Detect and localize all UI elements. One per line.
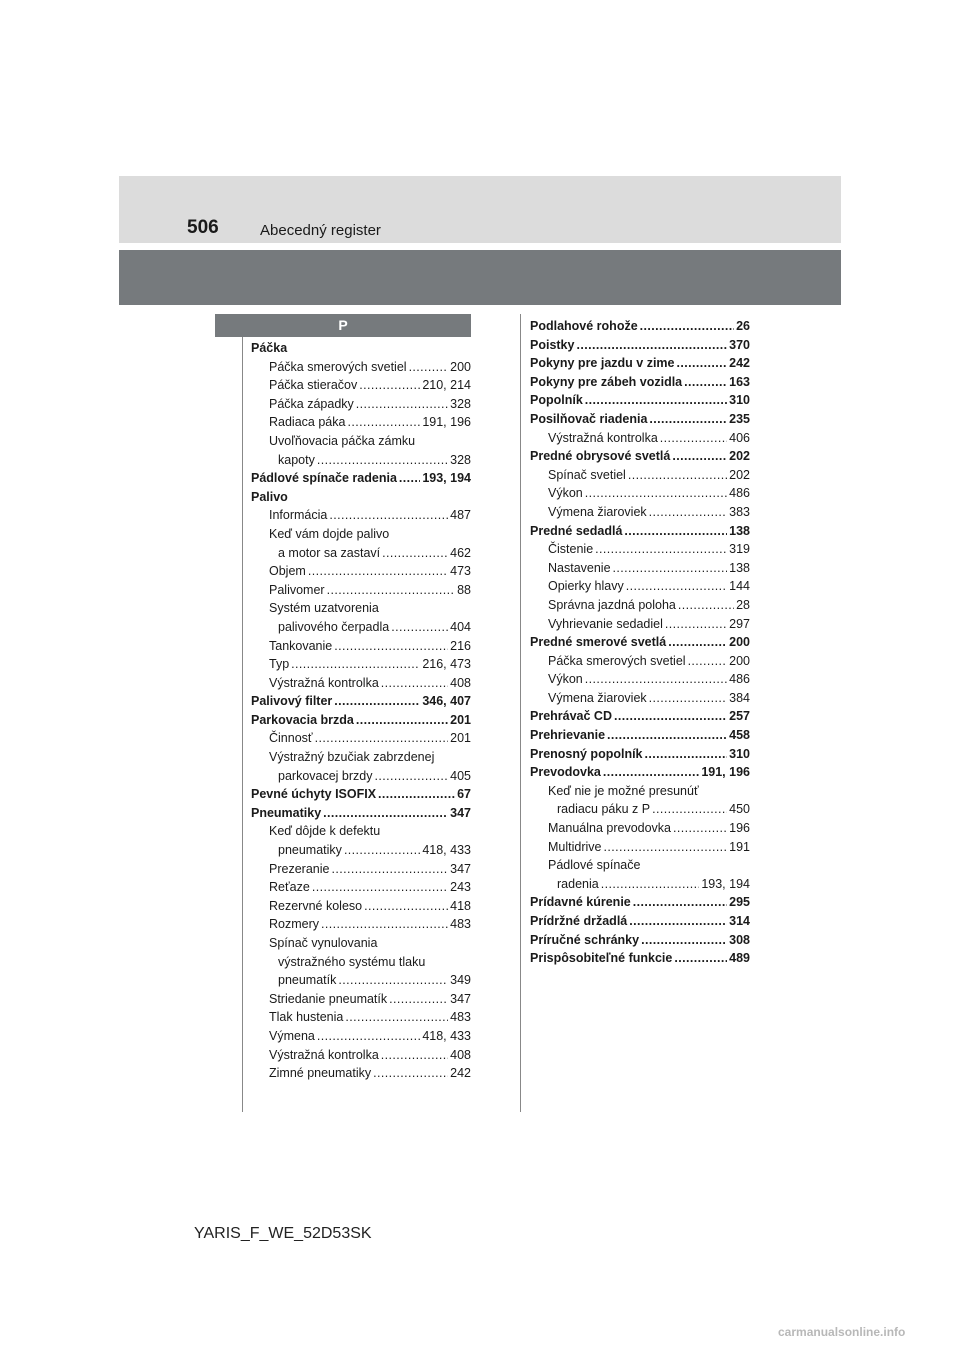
leader-dots bbox=[338, 971, 448, 990]
index-entry-page: 138 bbox=[729, 523, 750, 538]
index-entry bbox=[251, 599, 471, 618]
index-entry-label: Prevodovka bbox=[530, 765, 601, 780]
index-entry-page: 191 bbox=[729, 839, 750, 854]
index-entry-label: Poistky bbox=[530, 337, 575, 352]
leader-dots bbox=[389, 990, 448, 1009]
index-entry bbox=[530, 540, 750, 559]
index-column-left bbox=[251, 339, 471, 1083]
index-entry-label: Predné smerové svetlá bbox=[530, 635, 667, 650]
index-entry-label: Činnosť bbox=[269, 731, 313, 746]
index-entry-page: 26 bbox=[736, 319, 750, 333]
leader-dots bbox=[585, 670, 727, 689]
index-entry bbox=[530, 410, 750, 429]
index-entry-page: 347 bbox=[450, 991, 471, 1006]
leader-dots bbox=[672, 447, 727, 466]
index-entry bbox=[251, 897, 471, 916]
index-entry-page: 216, 473 bbox=[422, 657, 471, 672]
middle-column-rule bbox=[520, 314, 521, 1112]
index-entry-label: Zimné pneumatiky bbox=[269, 1066, 372, 1081]
index-entry-label: Čistenie bbox=[548, 542, 594, 557]
index-entry-page: 483 bbox=[450, 1010, 471, 1025]
leader-dots bbox=[660, 429, 727, 448]
leader-dots bbox=[629, 912, 727, 931]
index-entry-label: Radiaca páka bbox=[269, 415, 346, 430]
index-entry-page: 347 bbox=[450, 861, 471, 876]
index-entry-page: 193, 194 bbox=[701, 876, 750, 891]
index-entry-page: 473 bbox=[450, 564, 471, 579]
index-entry bbox=[251, 1008, 471, 1027]
index-entry bbox=[530, 949, 750, 968]
leader-dots bbox=[329, 506, 448, 525]
index-entry bbox=[530, 615, 750, 634]
index-entry-page: 314 bbox=[729, 914, 750, 928]
header-band bbox=[119, 176, 841, 243]
index-entry-page: 191, 196 bbox=[422, 415, 471, 430]
index-entry-label: parkovacej brzdy bbox=[278, 768, 373, 783]
index-entry-label: Prehrávač CD bbox=[530, 709, 612, 724]
index-entry bbox=[251, 748, 471, 767]
leader-dots bbox=[334, 692, 420, 711]
index-entry bbox=[530, 745, 750, 764]
index-entry-label: Multidrive bbox=[548, 839, 602, 854]
index-entry-label: Tlak hustenia bbox=[269, 1010, 344, 1025]
index-entry-label: Prídavné kúrenie bbox=[530, 895, 631, 910]
index-entry bbox=[530, 633, 750, 652]
index-entry-page: 418, 433 bbox=[422, 1028, 471, 1043]
index-entry-page: 144 bbox=[729, 579, 750, 594]
index-entry-label: a motor sa zastaví bbox=[278, 545, 381, 560]
index-entry-page: 347 bbox=[450, 805, 471, 820]
index-entry-label: kapoty bbox=[278, 452, 315, 467]
leader-dots bbox=[315, 729, 449, 748]
leader-dots bbox=[323, 804, 448, 823]
index-entry-label: výstražného systému tlaku bbox=[278, 954, 426, 969]
index-entry bbox=[251, 525, 471, 544]
leader-dots bbox=[613, 559, 728, 578]
leader-dots bbox=[373, 1064, 448, 1083]
index-entry bbox=[530, 336, 750, 355]
index-entry-label: Spínač vynulovania bbox=[269, 936, 378, 950]
index-entry bbox=[251, 655, 471, 674]
index-entry-label: Pokyny pre zábeh vozidla bbox=[530, 374, 683, 389]
index-entry bbox=[251, 841, 471, 860]
index-entry-label: Systém uzatvorenia bbox=[269, 601, 379, 616]
index-entry-label: Pneumatiky bbox=[251, 805, 322, 820]
index-entry-page: 200 bbox=[729, 653, 750, 668]
index-entry bbox=[251, 953, 471, 972]
index-entry-label: Rozmery bbox=[269, 917, 320, 932]
index-entry bbox=[530, 931, 750, 950]
index-entry bbox=[530, 447, 750, 466]
page-number: 506 bbox=[187, 217, 219, 238]
index-entry-label: Prídržné držadlá bbox=[530, 914, 628, 928]
index-entry-label: Výkon bbox=[548, 672, 583, 687]
index-entry-label: Výstražný bzučiak zabrzdenej bbox=[269, 750, 435, 765]
leader-dots bbox=[688, 652, 728, 671]
index-entry-page: 310 bbox=[729, 393, 750, 408]
leader-dots bbox=[356, 395, 448, 414]
index-entry-page: 310 bbox=[729, 746, 750, 761]
leader-dots bbox=[595, 540, 727, 559]
index-entry-page: 308 bbox=[729, 932, 750, 947]
index-entry bbox=[530, 763, 750, 782]
index-entry-label: Páčka smerových svetiel bbox=[269, 359, 407, 374]
index-entry-label: Tankovanie bbox=[269, 638, 333, 653]
index-entry-label: Manuálna prevodovka bbox=[548, 821, 671, 836]
index-entry-label: Uvoľňovacia páčka zámku bbox=[269, 433, 416, 448]
index-entry-label: radiacu páku z P bbox=[557, 802, 651, 817]
index-entry-label: Pádlové spínače radenia bbox=[251, 471, 397, 486]
page-title: Abecedný register bbox=[260, 222, 381, 239]
index-entry bbox=[530, 707, 750, 726]
leader-dots bbox=[601, 875, 700, 894]
index-entry bbox=[530, 373, 750, 392]
index-entry-label: Posilňovač riadenia bbox=[530, 411, 648, 426]
index-entry-page: 28 bbox=[736, 597, 750, 612]
index-entry-label: Striedanie pneumatík bbox=[269, 991, 388, 1006]
index-entry-label: Prehrievanie bbox=[530, 728, 606, 743]
index-entry bbox=[530, 391, 750, 410]
index-entry bbox=[251, 767, 471, 786]
index-entry-page: 191, 196 bbox=[701, 765, 750, 780]
index-entry-page: 243 bbox=[450, 880, 471, 895]
index-entry bbox=[530, 856, 750, 875]
index-entry-page: 483 bbox=[450, 917, 471, 932]
index-entry-page: 67 bbox=[457, 787, 471, 802]
leader-dots bbox=[576, 336, 727, 355]
index-entry-label: Páčka bbox=[251, 341, 288, 355]
index-entry-label: Keď vám dojde palivo bbox=[269, 526, 390, 541]
index-entry-label: Reťaze bbox=[269, 880, 310, 895]
index-entry bbox=[530, 782, 750, 801]
index-entry-page: 295 bbox=[729, 895, 750, 910]
leader-dots bbox=[614, 707, 727, 726]
index-entry-page: 462 bbox=[450, 545, 471, 560]
index-entry-label: Výstražná kontrolka bbox=[269, 675, 379, 690]
index-entry bbox=[251, 358, 471, 377]
index-entry bbox=[251, 915, 471, 934]
leader-dots bbox=[321, 915, 448, 934]
index-entry-page: 408 bbox=[450, 1047, 471, 1062]
index-entry-page: 405 bbox=[450, 768, 471, 783]
index-entry bbox=[530, 912, 750, 931]
index-entry-label: Rezervné koleso bbox=[269, 898, 363, 913]
leader-dots bbox=[334, 637, 448, 656]
index-entry bbox=[530, 317, 750, 336]
index-entry-label: radenia bbox=[557, 876, 599, 891]
index-entry-page: 216 bbox=[450, 638, 471, 653]
index-entry bbox=[251, 860, 471, 879]
index-entry-label: Výmena žiaroviek bbox=[548, 690, 647, 705]
leader-dots bbox=[603, 763, 699, 782]
index-entry bbox=[251, 804, 471, 823]
index-entry-page: 486 bbox=[729, 672, 750, 687]
index-entry bbox=[251, 1064, 471, 1083]
leader-dots bbox=[291, 655, 420, 674]
index-entry bbox=[251, 934, 471, 953]
index-entry-label: Páčka západky bbox=[269, 396, 354, 411]
index-entry bbox=[530, 670, 750, 689]
index-entry-page: 458 bbox=[729, 728, 750, 743]
index-entry-label: Výstražná kontrolka bbox=[269, 1047, 379, 1062]
index-entry-label: Prispôsobiteľné funkcie bbox=[530, 951, 673, 966]
index-entry-label: Objem bbox=[269, 564, 306, 579]
index-entry-label: Podlahové rohože bbox=[530, 319, 638, 333]
index-entry-page: 202 bbox=[729, 449, 750, 464]
leader-dots bbox=[359, 376, 420, 395]
index-entry-label: Pádlové spínače bbox=[548, 858, 641, 873]
index-entry-label: Nastavenie bbox=[548, 560, 611, 575]
index-entry-label: Predné obrysové svetlá bbox=[530, 449, 671, 464]
header-dark-band bbox=[119, 250, 841, 305]
index-entry-label: Palivomer bbox=[269, 582, 325, 597]
left-column-rule bbox=[242, 337, 243, 1112]
leader-dots bbox=[409, 358, 449, 377]
index-entry-label: Výmena žiaroviek bbox=[548, 504, 647, 519]
leader-dots bbox=[652, 800, 727, 819]
leader-dots bbox=[640, 317, 734, 336]
index-entry bbox=[251, 692, 471, 711]
index-entry-page: 487 bbox=[450, 508, 471, 523]
index-entry-page: 404 bbox=[450, 619, 471, 634]
index-entry-page: 196 bbox=[729, 821, 750, 836]
index-entry-label: Výmena bbox=[269, 1028, 315, 1043]
index-entry-label: pneumatík bbox=[278, 973, 337, 988]
leader-dots bbox=[649, 410, 727, 429]
leader-dots bbox=[344, 841, 420, 860]
leader-dots bbox=[364, 897, 448, 916]
index-entry bbox=[530, 577, 750, 596]
index-entry-label: Páčka smerových svetiel bbox=[548, 653, 686, 668]
index-entry-page: 210, 214 bbox=[422, 378, 471, 393]
index-entry bbox=[251, 618, 471, 637]
leader-dots bbox=[378, 785, 455, 804]
index-entry-label: Pokyny pre jazdu v zime bbox=[530, 356, 675, 371]
index-entry bbox=[251, 506, 471, 525]
index-entry-label: Výstražná kontrolka bbox=[548, 430, 658, 445]
index-entry bbox=[251, 432, 471, 451]
index-entry-page: 408 bbox=[450, 675, 471, 690]
index-entry-page: 201 bbox=[450, 712, 471, 727]
index-entry-label: Výkon bbox=[548, 486, 583, 501]
index-entry bbox=[251, 339, 471, 358]
index-entry bbox=[251, 971, 471, 990]
index-entry bbox=[251, 990, 471, 1009]
index-entry bbox=[251, 413, 471, 432]
index-entry-label: Príručné schránky bbox=[530, 932, 640, 947]
index-entry-label: Opierky hlavy bbox=[548, 579, 624, 594]
index-column-right bbox=[530, 317, 750, 968]
index-entry bbox=[251, 376, 471, 395]
index-entry-page: 200 bbox=[729, 635, 750, 650]
index-entry-label: Správna jazdná poloha bbox=[548, 597, 676, 612]
index-entry-page: 346, 407 bbox=[422, 694, 471, 709]
index-entry bbox=[251, 1046, 471, 1065]
leader-dots bbox=[327, 581, 456, 600]
leader-dots bbox=[585, 484, 727, 503]
index-entry-label: palivového čerpadla bbox=[278, 619, 390, 634]
index-entry-page: 138 bbox=[729, 560, 750, 575]
index-entry-label: Parkovacia brzda bbox=[251, 712, 354, 727]
leader-dots bbox=[628, 466, 727, 485]
index-entry-label: Typ bbox=[269, 657, 290, 672]
index-entry-page: 383 bbox=[729, 504, 750, 519]
index-entry-label: Prezeranie bbox=[269, 861, 330, 876]
index-entry bbox=[251, 544, 471, 563]
index-entry-page: 349 bbox=[450, 973, 471, 988]
leader-dots bbox=[331, 860, 448, 879]
index-entry-page: 418, 433 bbox=[422, 843, 471, 858]
index-entry-page: 418 bbox=[450, 898, 471, 913]
index-entry bbox=[530, 800, 750, 819]
index-entry bbox=[530, 726, 750, 745]
index-entry bbox=[251, 395, 471, 414]
index-entry-page: 201 bbox=[450, 731, 471, 746]
index-entry-page: 450 bbox=[729, 802, 750, 817]
document-code: YARIS_F_WE_52D53SK bbox=[194, 1225, 372, 1242]
index-entry bbox=[530, 466, 750, 485]
index-entry-label: Palivový filter bbox=[251, 694, 333, 709]
index-entry bbox=[530, 503, 750, 522]
index-entry-page: 489 bbox=[729, 951, 750, 966]
index-entry bbox=[530, 484, 750, 503]
index-entry bbox=[251, 488, 471, 507]
index-entry-page: 328 bbox=[450, 452, 471, 467]
index-entry-page: 202 bbox=[729, 467, 750, 482]
leader-dots bbox=[308, 562, 448, 581]
index-entry bbox=[530, 838, 750, 857]
leader-dots bbox=[626, 577, 727, 596]
watermark: carmanualsonline.info bbox=[778, 1325, 906, 1339]
index-entry-label: Informácia bbox=[269, 508, 328, 523]
index-entry-page: 163 bbox=[729, 374, 750, 389]
index-entry-page: 257 bbox=[729, 709, 750, 724]
index-entry-label: Popolník bbox=[530, 393, 583, 408]
index-entry-label: Pevné úchyty ISOFIX bbox=[251, 787, 377, 802]
index-entry-page: 88 bbox=[457, 582, 471, 597]
index-entry-page: 319 bbox=[729, 542, 750, 557]
index-entry-page: 486 bbox=[729, 486, 750, 501]
index-entry-page: 200 bbox=[450, 359, 471, 374]
index-entry bbox=[251, 674, 471, 693]
leader-dots bbox=[585, 391, 727, 410]
index-entry bbox=[530, 596, 750, 615]
index-entry-label: Predné sedadlá bbox=[530, 523, 623, 538]
index-entry bbox=[530, 559, 750, 578]
index-entry bbox=[251, 1027, 471, 1046]
leader-dots bbox=[317, 451, 448, 470]
index-entry bbox=[530, 429, 750, 448]
leader-dots bbox=[668, 633, 727, 652]
index-entry-page: 235 bbox=[729, 411, 750, 426]
leader-dots bbox=[641, 931, 727, 950]
index-entry bbox=[530, 893, 750, 912]
index-entry bbox=[251, 637, 471, 656]
leader-dots bbox=[317, 1027, 420, 1046]
index-entry bbox=[251, 562, 471, 581]
leader-dots bbox=[633, 893, 727, 912]
index-entry bbox=[530, 819, 750, 838]
leader-dots bbox=[356, 711, 448, 730]
index-entry bbox=[530, 689, 750, 708]
leader-dots bbox=[381, 1046, 448, 1065]
index-entry-label: Keď nie je možné presunúť bbox=[548, 783, 699, 798]
leader-dots bbox=[649, 503, 727, 522]
index-entry bbox=[251, 469, 471, 488]
index-entry bbox=[251, 711, 471, 730]
index-entry-page: 297 bbox=[729, 616, 750, 631]
index-entry-label: Palivo bbox=[251, 489, 288, 504]
leader-dots bbox=[347, 413, 420, 432]
leader-dots bbox=[645, 745, 728, 764]
leader-dots bbox=[391, 618, 448, 637]
index-entry bbox=[530, 875, 750, 894]
index-entry bbox=[251, 451, 471, 470]
leader-dots bbox=[375, 767, 449, 786]
section-letter-label: P bbox=[215, 314, 471, 337]
leader-dots bbox=[678, 596, 734, 615]
leader-dots bbox=[665, 615, 727, 634]
index-entry bbox=[251, 729, 471, 748]
leader-dots bbox=[381, 674, 448, 693]
index-entry-page: 242 bbox=[729, 356, 750, 371]
leader-dots bbox=[673, 819, 727, 838]
leader-dots bbox=[382, 544, 448, 563]
index-entry-label: Prenosný popolník bbox=[530, 746, 643, 761]
index-entry bbox=[251, 878, 471, 897]
index-entry-label: pneumatiky bbox=[278, 843, 342, 858]
index-entry-page: 370 bbox=[729, 337, 750, 352]
index-entry bbox=[530, 354, 750, 373]
leader-dots bbox=[312, 878, 448, 897]
index-entry-page: 242 bbox=[450, 1066, 471, 1081]
index-entry-page: 384 bbox=[729, 690, 750, 705]
leader-dots bbox=[649, 689, 727, 708]
leader-dots bbox=[624, 522, 727, 541]
index-entry-label: Keď dôjde k defektu bbox=[269, 824, 381, 839]
index-entry bbox=[251, 581, 471, 600]
index-entry-page: 406 bbox=[729, 430, 750, 445]
index-entry bbox=[251, 785, 471, 804]
index-entry bbox=[530, 652, 750, 671]
index-entry bbox=[530, 522, 750, 541]
leader-dots bbox=[684, 373, 727, 392]
leader-dots bbox=[674, 949, 727, 968]
index-entry-label: Vyhrievanie sedadiel bbox=[548, 616, 663, 631]
index-entry-label: Spínač svetiel bbox=[548, 467, 626, 482]
index-entry-label: Páčka stieračov bbox=[269, 378, 358, 393]
leader-dots bbox=[399, 469, 420, 488]
leader-dots bbox=[607, 726, 727, 745]
leader-dots bbox=[345, 1008, 448, 1027]
leader-dots bbox=[677, 354, 728, 373]
leader-dots bbox=[604, 838, 728, 857]
index-entry bbox=[251, 822, 471, 841]
index-entry-page: 328 bbox=[450, 396, 471, 411]
index-entry-page: 193, 194 bbox=[422, 471, 471, 486]
